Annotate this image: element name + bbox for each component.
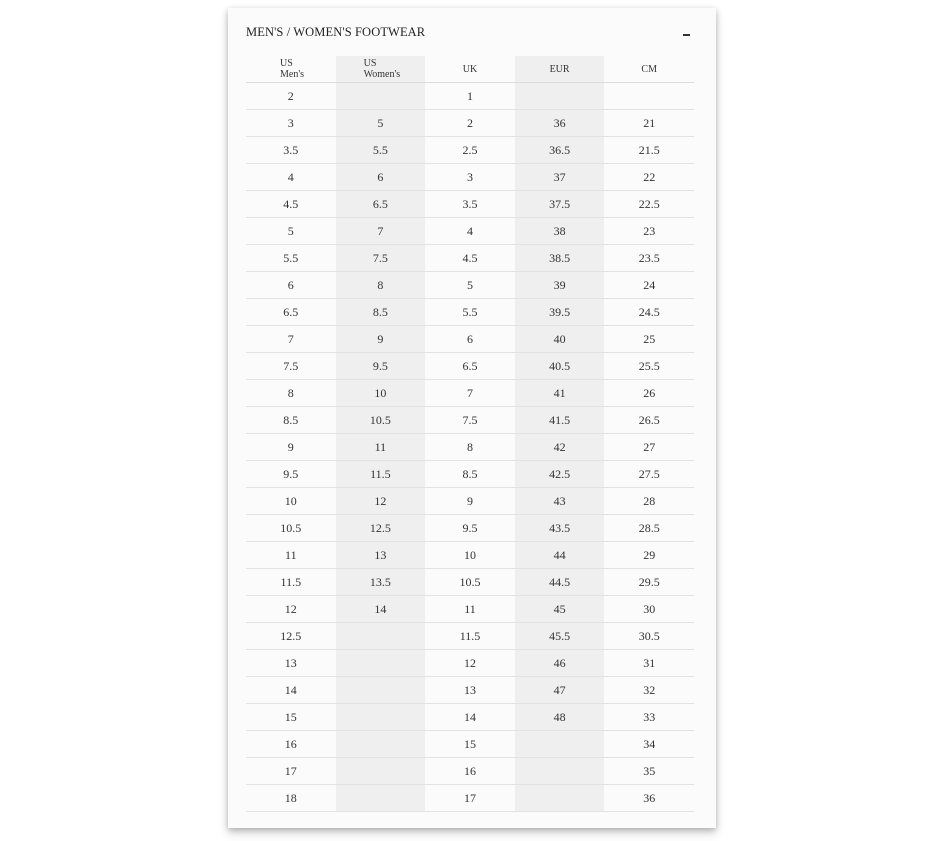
cell-eur: 39.5 (515, 299, 605, 326)
cell-uk: 16 (425, 758, 515, 785)
table-row (246, 488, 694, 515)
column-header-sub: Women's (363, 69, 401, 80)
size-chart-table (246, 56, 694, 812)
cell-cm: 36 (604, 785, 694, 812)
cell-uk: 2 (425, 110, 515, 137)
table-row (246, 164, 694, 191)
cell-eur: 47 (515, 677, 605, 704)
cell-uk: 1 (425, 83, 515, 110)
table-row (246, 731, 694, 758)
cell-us-mens: 18 (246, 785, 336, 812)
column-header-cm (604, 56, 694, 83)
column-header-uk (425, 56, 515, 83)
cell-us-mens: 13 (246, 650, 336, 677)
cell-us-mens: 9.5 (246, 461, 336, 488)
cell-eur: 37 (515, 164, 605, 191)
cell-uk: 4.5 (425, 245, 515, 272)
cell-uk: 7.5 (425, 407, 515, 434)
cell-uk: 6.5 (425, 353, 515, 380)
cell-eur: 41 (515, 380, 605, 407)
cell-us-mens: 7 (246, 326, 336, 353)
cell-eur: 40.5 (515, 353, 605, 380)
table-row (246, 353, 694, 380)
cell-uk: 5.5 (425, 299, 515, 326)
cell-uk: 14 (425, 704, 515, 731)
cell-us-womens: 8 (336, 272, 426, 299)
cell-uk: 11.5 (425, 623, 515, 650)
cell-us-womens: 7.5 (336, 245, 426, 272)
cell-cm: 24.5 (604, 299, 694, 326)
collapse-button[interactable] (680, 24, 696, 40)
cell-us-womens: 11 (336, 434, 426, 461)
cell-eur: 45.5 (515, 623, 605, 650)
cell-uk: 6 (425, 326, 515, 353)
table-row (246, 407, 694, 434)
cell-cm: 30 (604, 596, 694, 623)
table-row (246, 542, 694, 569)
cell-cm: 34 (604, 731, 694, 758)
cell-us-womens: 12.5 (336, 515, 426, 542)
cell-eur: 45 (515, 596, 605, 623)
table-row (246, 110, 694, 137)
cell-cm: 33 (604, 704, 694, 731)
cell-us-womens: 14 (336, 596, 426, 623)
cell-us-womens: 5.5 (336, 137, 426, 164)
cell-eur (515, 758, 605, 785)
cell-us-mens: 12.5 (246, 623, 336, 650)
cell-us-womens: 13 (336, 542, 426, 569)
cell-us-mens: 9 (246, 434, 336, 461)
table-row (246, 677, 694, 704)
table-row (246, 326, 694, 353)
cell-us-womens: 8.5 (336, 299, 426, 326)
cell-uk: 17 (425, 785, 515, 812)
cell-us-womens: 13.5 (336, 569, 426, 596)
cell-eur: 36.5 (515, 137, 605, 164)
table-row (246, 785, 694, 812)
cell-uk: 9 (425, 488, 515, 515)
cell-cm: 29.5 (604, 569, 694, 596)
cell-eur (515, 731, 605, 758)
cell-uk: 2.5 (425, 137, 515, 164)
table-row (246, 245, 694, 272)
cell-cm: 35 (604, 758, 694, 785)
cell-eur (515, 785, 605, 812)
cell-eur (515, 83, 605, 110)
size-table-body (246, 83, 694, 812)
cell-us-womens (336, 731, 426, 758)
cell-us-womens (336, 677, 426, 704)
table-row (246, 218, 694, 245)
cell-uk: 13 (425, 677, 515, 704)
cell-cm: 32 (604, 677, 694, 704)
cell-us-mens: 11 (246, 542, 336, 569)
cell-us-mens: 10.5 (246, 515, 336, 542)
cell-us-mens: 2 (246, 83, 336, 110)
cell-eur: 42 (515, 434, 605, 461)
cell-cm: 21 (604, 110, 694, 137)
column-header-line: CM (641, 63, 657, 75)
cell-us-womens (336, 83, 426, 110)
cell-eur: 44.5 (515, 569, 605, 596)
cell-uk: 9.5 (425, 515, 515, 542)
cell-eur: 38.5 (515, 245, 605, 272)
cell-uk: 5 (425, 272, 515, 299)
cell-us-mens: 12 (246, 596, 336, 623)
cell-us-mens: 8.5 (246, 407, 336, 434)
cell-us-womens: 6 (336, 164, 426, 191)
table-row (246, 515, 694, 542)
cell-cm: 30.5 (604, 623, 694, 650)
cell-eur: 48 (515, 704, 605, 731)
minus-icon (683, 34, 690, 36)
cell-uk: 4 (425, 218, 515, 245)
table-row (246, 758, 694, 785)
cell-uk: 15 (425, 731, 515, 758)
cell-us-womens (336, 650, 426, 677)
cell-cm: 23.5 (604, 245, 694, 272)
cell-cm: 21.5 (604, 137, 694, 164)
cell-eur: 39 (515, 272, 605, 299)
column-header-sub: Men's (280, 69, 305, 80)
cell-uk: 3 (425, 164, 515, 191)
cell-us-mens: 4.5 (246, 191, 336, 218)
cell-uk: 3.5 (425, 191, 515, 218)
column-header-eur (515, 56, 605, 83)
cell-us-mens: 6 (246, 272, 336, 299)
cell-uk: 7 (425, 380, 515, 407)
table-row (246, 272, 694, 299)
table-row (246, 299, 694, 326)
cell-uk: 12 (425, 650, 515, 677)
column-header-line: US (280, 58, 293, 69)
cell-us-mens: 10 (246, 488, 336, 515)
panel-title: MEN'S / WOMEN'S FOOTWEAR (246, 25, 426, 39)
table-row (246, 650, 694, 677)
cell-eur: 42.5 (515, 461, 605, 488)
cell-cm: 27.5 (604, 461, 694, 488)
cell-us-mens: 5.5 (246, 245, 336, 272)
cell-cm: 25 (604, 326, 694, 353)
column-header-us-womens (336, 56, 426, 83)
cell-us-womens: 6.5 (336, 191, 426, 218)
table-row (246, 380, 694, 407)
cell-eur: 43 (515, 488, 605, 515)
table-row (246, 434, 694, 461)
cell-us-mens: 5 (246, 218, 336, 245)
size-chart-panel (228, 8, 716, 828)
column-header-line: EUR (549, 63, 570, 75)
table-row (246, 137, 694, 164)
cell-us-mens: 17 (246, 758, 336, 785)
cell-us-womens: 5 (336, 110, 426, 137)
cell-eur: 40 (515, 326, 605, 353)
cell-eur: 43.5 (515, 515, 605, 542)
cell-cm: 29 (604, 542, 694, 569)
cell-us-mens: 14 (246, 677, 336, 704)
cell-eur: 44 (515, 542, 605, 569)
cell-us-mens: 8 (246, 380, 336, 407)
cell-us-womens: 9 (336, 326, 426, 353)
cell-uk: 8.5 (425, 461, 515, 488)
cell-us-womens (336, 785, 426, 812)
cell-us-womens: 7 (336, 218, 426, 245)
cell-eur: 38 (515, 218, 605, 245)
cell-uk: 11 (425, 596, 515, 623)
cell-cm: 25.5 (604, 353, 694, 380)
cell-eur: 46 (515, 650, 605, 677)
cell-us-mens: 3.5 (246, 137, 336, 164)
cell-cm: 22.5 (604, 191, 694, 218)
cell-us-mens: 15 (246, 704, 336, 731)
table-row (246, 704, 694, 731)
cell-us-mens: 11.5 (246, 569, 336, 596)
cell-cm: 26 (604, 380, 694, 407)
cell-cm: 23 (604, 218, 694, 245)
table-row (246, 191, 694, 218)
cell-cm: 28.5 (604, 515, 694, 542)
cell-us-womens: 12 (336, 488, 426, 515)
cell-us-womens (336, 623, 426, 650)
table-row (246, 569, 694, 596)
table-row (246, 83, 694, 110)
cell-eur: 36 (515, 110, 605, 137)
table-row (246, 596, 694, 623)
cell-uk: 8 (425, 434, 515, 461)
cell-us-mens: 16 (246, 731, 336, 758)
cell-cm: 26.5 (604, 407, 694, 434)
table-row (246, 623, 694, 650)
table-row (246, 461, 694, 488)
cell-cm: 27 (604, 434, 694, 461)
cell-us-mens: 7.5 (246, 353, 336, 380)
cell-cm: 24 (604, 272, 694, 299)
cell-us-womens: 11.5 (336, 461, 426, 488)
table-header-row (246, 56, 694, 83)
cell-us-womens (336, 758, 426, 785)
cell-us-mens: 3 (246, 110, 336, 137)
column-header-line: US (363, 58, 377, 69)
cell-us-womens (336, 704, 426, 731)
column-header-line: UK (462, 63, 478, 75)
column-header-us-mens (246, 56, 336, 83)
cell-cm: 31 (604, 650, 694, 677)
cell-cm (604, 83, 694, 110)
cell-cm: 28 (604, 488, 694, 515)
cell-us-mens: 6.5 (246, 299, 336, 326)
cell-cm: 22 (604, 164, 694, 191)
cell-eur: 37.5 (515, 191, 605, 218)
cell-uk: 10 (425, 542, 515, 569)
cell-us-womens: 10.5 (336, 407, 426, 434)
cell-eur: 41.5 (515, 407, 605, 434)
cell-us-mens: 4 (246, 164, 336, 191)
cell-us-womens: 10 (336, 380, 426, 407)
cell-us-womens: 9.5 (336, 353, 426, 380)
cell-uk: 10.5 (425, 569, 515, 596)
